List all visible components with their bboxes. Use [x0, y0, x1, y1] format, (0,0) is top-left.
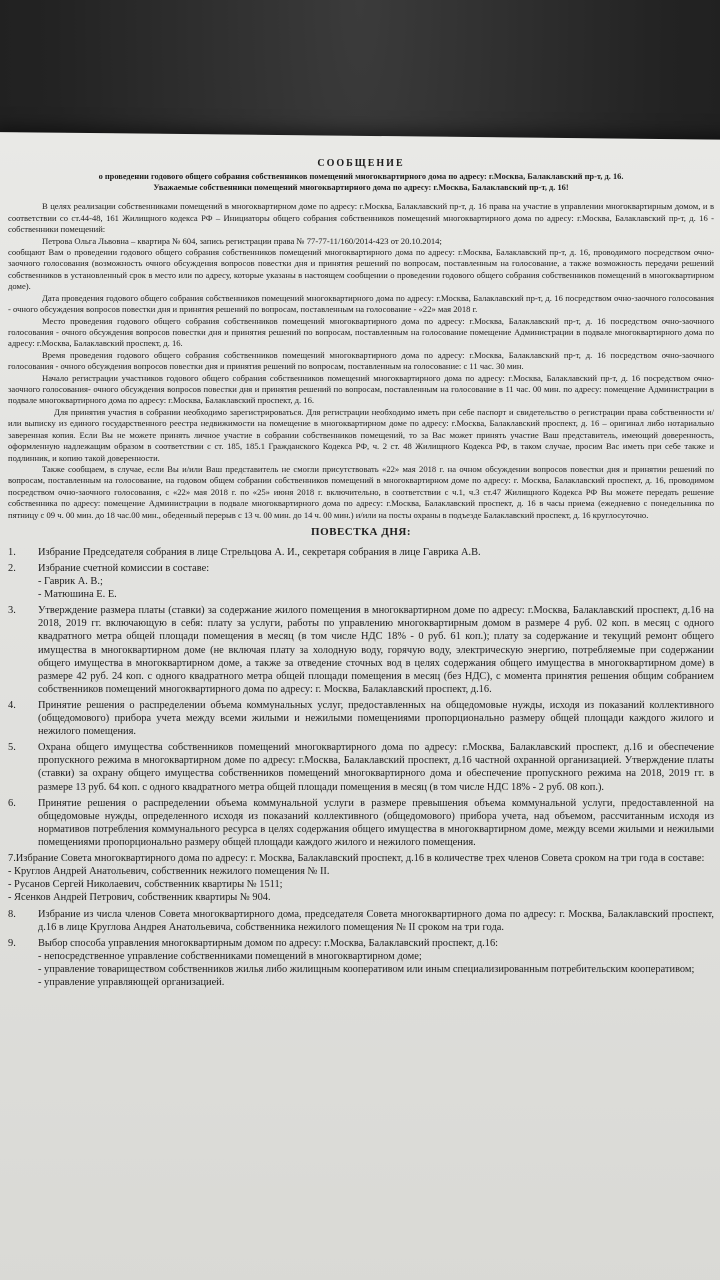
agenda-list: [8, 546, 714, 990]
agenda-item-number: 1.: [8, 546, 16, 558]
subtitle-line-1: о проведении годового общего собрания собственников помещений многоквартирного дома по адресу: г.Москва, Балаклавский пр-т, д. 16.: [98, 172, 624, 182]
agenda-item-number: 3.: [8, 605, 16, 617]
agenda-subitem: - Круглов Андрей Анатольевич, собственник нежилого помещения № II.: [8, 866, 330, 878]
agenda-item-text: Избрание Председателя собрания в лице Стрельцова А. И., секретаря собрания в лице Гаврика А.В.: [38, 546, 481, 558]
agenda-item-text: Избрание счетной комиссии в составе:: [38, 562, 210, 574]
agenda-item-number: 8.: [8, 908, 16, 920]
agenda-item: [8, 852, 714, 904]
agenda-item: [8, 908, 714, 934]
agenda-subitem: - непосредственное управление собственниками помещений в многоквартирном доме;: [38, 950, 422, 962]
agenda-item: [8, 546, 714, 559]
agenda-subitem: - управление управляющей организацией.: [38, 977, 225, 989]
paragraph: Петрова Ольга Львовна – квартира № 604, запись регистрации права № 77-77-11/160/2014-423 от 20.10.2014;: [42, 235, 442, 246]
notice-title: СООБЩЕНИЕ: [317, 158, 405, 169]
agenda-item: [8, 699, 714, 738]
agenda-subitem: - Матюшина Е. Е.: [38, 589, 117, 601]
agenda-item-number: 4.: [8, 699, 16, 711]
agenda-subitem: - Русанов Сергей Николаевич, собственник квартиры № 1511;: [8, 879, 283, 891]
paragraph: сообщают Вам о проведении годового общего собрания собственников помещений многоквартирного дома по адресу: г.Москва, Балаклавский пр-т, д. 16, проводимого посредством очно-заочного голосования (возможность очного обсуждения вопросов повестки дня и принятия решений по вопросам, поставленным на голосование, а также возможность передачи решений собственников в установленный срок в место или по адресу, которые указаны в настоящем сообщении о проведении годового общего собрания собственников помещений в многоквартирном доме).: [8, 246, 714, 292]
agenda-item-number: 6.: [8, 797, 16, 809]
agenda-item: [8, 797, 714, 849]
agenda-item-number: 5.: [8, 742, 16, 754]
paragraph: Дата проведения годового общего собрания собственников помещений многоквартирного дома по адресу: г.Москва, Балаклавский пр-т, д. 16 посредством очно-заочного голосования - очного обсуждения вопросов повестки дня и принятия решений по вопросам, поставленным на голосование - «22» мая 2018 г.: [8, 292, 714, 315]
agenda-item: [8, 937, 714, 989]
paragraph: Место проведения годового общего собрания собственников помещений многоквартирного дома по адресу: г.Москва, Балаклавский пр-т, д. 16 посредством очно-заочного голосования - очного обсуждения вопросов повестки дня и принятия решений по вопросам, поставленным на голосование помещение Администрации в подвале многоквартирного дома по адресу: г.Москва, Балаклавский проспект, д. 16.: [8, 315, 714, 349]
agenda-subitem: - Ясенков Андрей Петрович, собственник квартиры № 904.: [8, 892, 271, 904]
paragraph: Для принятия участия в собрании необходимо зарегистрироваться. Для регистрации необходимо иметь при себе паспорт и свидетельство о регистрации права собственности и/или выписку из единого государственного реестра недвижимости на помещение в многоквартирном доме по адресу: г.Москва, Балаклавский проспект, д. 16 – оригинал либо нотариально заверенная копия. Если Вы не можете принять личное участие в собрании собственников помещений, то за Вас может принять участие Ваш представитель, имеющий доверенность, оформленную надлежащим образом в соответствии с ст. 185, 185.1 Гражданского Кодекса РФ, ч. 2 ст. 48 Жилищного Кодекса РФ, в таком случае, просим Вас иметь при себе также и подлинник, и копию такой доверенности.: [8, 406, 714, 463]
agenda-item-number: 9.: [8, 937, 16, 949]
notice-subtitle: [16, 172, 706, 193]
agenda-item-text: Избрание Совета многоквартирного дома по адресу: г. Москва, Балаклавский проспект, д.16 в количестве трех членов Совета сроком на три года в составе:: [15, 853, 705, 865]
agenda-item: [8, 604, 714, 696]
agenda-item: [8, 562, 714, 601]
paragraph: Также сообщаем, в случае, если Вы и/или Ваш представитель не смогли присутствовать «22» мая 2018 г. на очном обсуждении вопросов повестки дня и принятии решений по вопросам, поставленным на голосование, на годовом общем собрании собственников помещений в многоквартирном доме по адресу: г. Москва, Балаклавский проспект, д. 16, проводимом посредством очно-заочного голосования, с «22» мая 2018 г. по «25» июня 2018 г. включительно, в соответствии с ч.1, ч.3 ст.47 Жилищного Кодекса РФ Вы можете передать решение собственника по адресу: помещение Администрации в подвале многоквартирного дома по адресу: г.Москва, Балаклавский проспект, д. 16 в часы приема (ежедневно с понедельника по пятницу с 09 ч. 00 мин. до 18 час.00 мин., обеденный перерыв с 13 ч. 00 мин. до 14 ч. 00 мин.) и/или на посты охраны в подъезде Балаклавский проспект, д. 16 круглосуточно.: [8, 464, 714, 520]
agenda-item: [8, 741, 714, 793]
paragraph: В целях реализации собственниками помещений в многоквартирном доме по адресу: г.Москва, Балаклавский пр-т, д. 16 права на участие в управлении многоквартирным домом, и в соответствии со ст.44-48, 161 Жилищного кодекса РФ – Инициаторы общего собрания собственников помещений многоквартирного дома по адресу: г.Москва, Балаклавский пр-т, д. 16 - собственники помещений:: [8, 201, 714, 235]
agenda-item-text: Выбор способа управления многоквартирным домом по адресу: г.Москва, Балаклавский проспект, д.16:: [38, 937, 499, 949]
notice-document: [8, 157, 714, 992]
paragraph: Начало регистрации участников годового общего собрания собственников помещений многоквартирного дома по адресу: г.Москва, Балаклавский пр-т, д. 16 посредством очно-заочного голосования- очного обсуждения вопросов повестки дня и принятия решений по вопросам, поставленным на голосование в 11 час. 00 мин. по адресу: помещение Администрации в подвале многоквартирного дома по адресу: г.Москва, Балаклавский проспект, д. 16.: [8, 372, 714, 406]
subtitle-line-2: Уважаемые собственники помещений многоквартирного дома по адресу: г.Москва, Балаклавский пр-т, д. 16!: [153, 182, 569, 192]
agenda-item-text: Утверждение размера платы (ставки) за содержание жилого помещения в многоквартирном доме по адресу: г.Москва, Балаклавский проспект, д.16 на 2018, 2019 гг. включающую в себя: плату за услуги, работы по управлению многоквартирным домом в размере 4 руб. 02 коп. в месяц с одного квадратного метра общей площади помещения в месяц (в том числе НДС 18% - 0 руб. 61 коп.); плату за содержание и текущий ремонт общего имущества в многоквартирном доме (не включая плату за холодную воду, горячую воду, электрическую энергию, потребляемые при содержании общего имущества в многоквартирном доме, а также за отведение сточных вод в целях содержания общего имущества в многоквартирном доме) в размере 42 руб. 24 коп. с одного квадратного метра общей площади помещения в месяц (без НДС), с момента принятия решения общим собранием собственников помещений многоквартирного дома по адресу: г. Москва, Балаклавский проспект, д.16.: [38, 605, 714, 695]
agenda-item-text: Избрание из числа членов Совета многоквартирного дома, председателя Совета многоквартирного дома по адресу: г. Москва, Балаклавский проспект, д.16 в лице Круглова Андрея Анатольевича, собственника нежилого помещения № II сроком на три года.: [38, 908, 714, 933]
agenda-title: ПОВЕСТКА ДНЯ:: [311, 526, 411, 539]
agenda-item-text: Принятие решения о распределении объема коммунальных услуг, предоставленных на общедомовые нужды, исходя из показаний коллективного (общедомового) прибора учета между всеми жилыми и нежилыми помещениями пропорционально размеру общей площади каждого жилого и нежилого помещения.: [38, 699, 714, 738]
agenda-subitem: - управление товариществом собственников жилья либо жилищным кооперативом или иным специализированным потребительским кооперативом;: [38, 964, 695, 976]
agenda-item-text: Охрана общего имущества собственников помещений многоквартирного дома по адресу: г.Москва, Балаклавский проспект, д.16 и обеспечение пропускного режима в многоквартирном доме по адресу: г.Москва, Балаклавский проспект, д.16 частной охранной организацией. Утверждение платы (ставки) за охрану общего имущества собственников помещений многоквартирного дома и обеспечение пропускного режима на 2018, 2019 гг. в размере 13 руб. 64 коп. с одного квадратного метра общей площади помещения в месяц (в том числе НДС 18% - 2 руб. 08 коп.).: [38, 742, 714, 793]
agenda-subitem: - Гаврик А. В.;: [38, 575, 103, 587]
agenda-item-number: 7.: [8, 853, 16, 865]
agenda-item-text: Принятие решения о распределении объема коммунальной услуги в размере превышения объема коммунальной услуги, предоставленной на общедомовые нужды, определенного исходя из показаний коллективного (общедомового) прибора учета, над объемом, рассчитанным исходя из нормативов потребления коммунального ресурса в целях содержания общего имущества в многоквартирном доме, между всеми жилыми и нежилыми помещениями пропорционально размеру общей площади каждого жилого и нежилого помещения.: [38, 797, 714, 849]
agenda-item-number: 2.: [8, 562, 16, 574]
paragraph: Время проведения годового общего собрания собственников помещений многоквартирного дома по адресу: г.Москва, Балаклавский пр-т, д. 16 посредством очно-заочного голосования - очного обсуждения вопросов повестки дня и принятия решений по вопросам, поставленным на голосование: с 11 час. 30 мин.: [8, 349, 714, 372]
